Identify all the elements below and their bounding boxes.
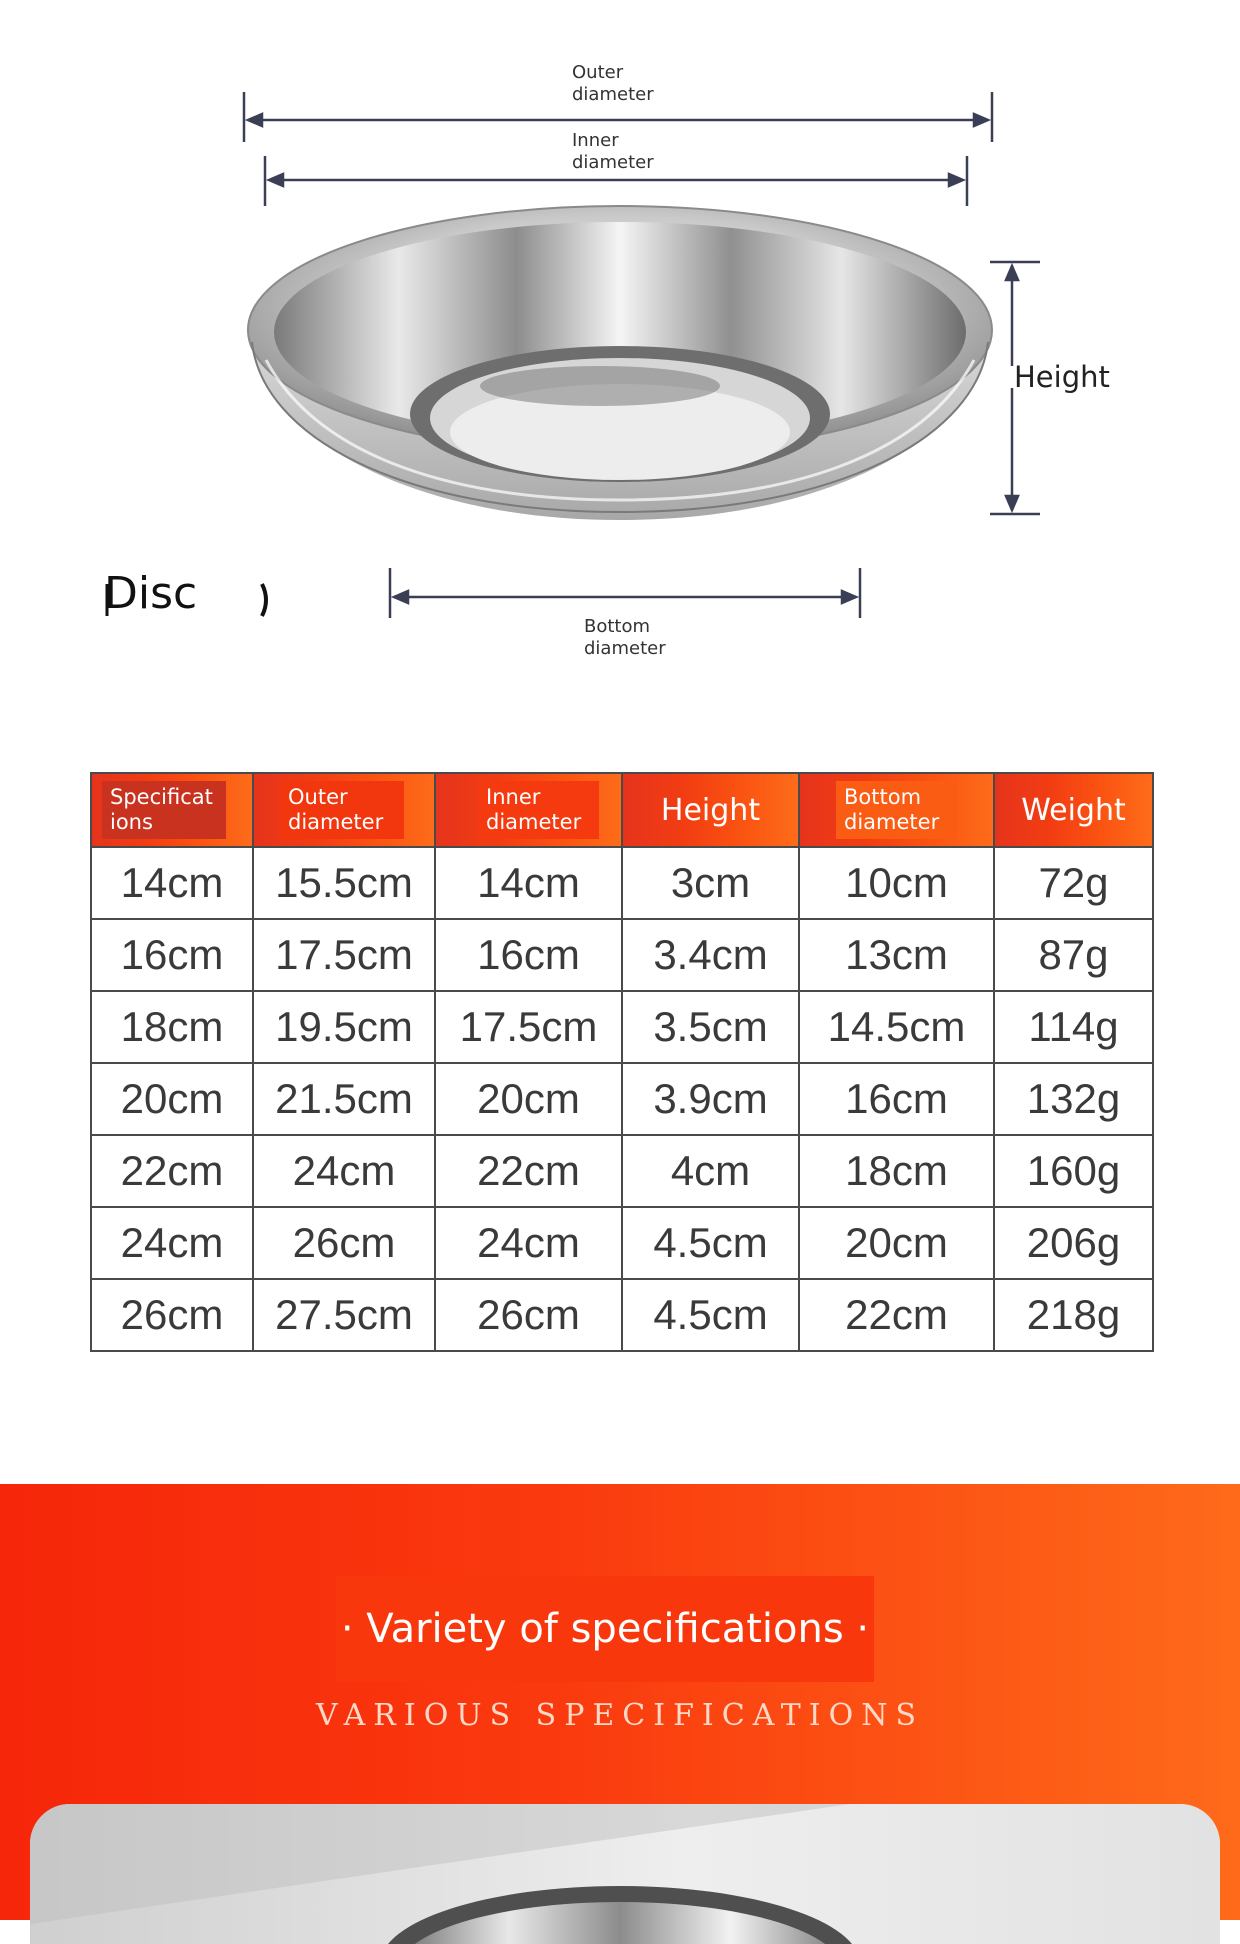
cell-bottom-diameter: 18cm [799, 1135, 994, 1207]
specifications-table [90, 772, 1154, 1352]
table-row [91, 919, 1153, 991]
cell-bottom-diameter: 13cm [799, 919, 994, 991]
table-row [91, 1279, 1153, 1351]
product-type-label: Disc [104, 568, 198, 619]
cell-inner-diameter: 14cm [435, 847, 622, 919]
cell-specification: 16cm [91, 919, 253, 991]
cell-bottom-diameter: 14.5cm [799, 991, 994, 1063]
cell-outer-diameter: 27.5cm [253, 1279, 435, 1351]
disc-bracket-right [262, 584, 266, 616]
specifications-banner [0, 1484, 1240, 1920]
cell-height: 3.9cm [622, 1063, 799, 1135]
cell-bottom-diameter: 10cm [799, 847, 994, 919]
stainless-steel-plate-icon [248, 206, 992, 520]
bottom-diameter-label: Bottom diameter [580, 616, 670, 660]
header-specifications: Specificat ions [91, 773, 253, 847]
cell-weight: 160g [994, 1135, 1153, 1207]
cell-specification: 20cm [91, 1063, 253, 1135]
cell-weight: 87g [994, 919, 1153, 991]
cell-inner-diameter: 24cm [435, 1207, 622, 1279]
cell-specification: 26cm [91, 1279, 253, 1351]
cell-weight: 206g [994, 1207, 1153, 1279]
cell-specification: 22cm [91, 1135, 253, 1207]
cell-inner-diameter: 17.5cm [435, 991, 622, 1063]
cell-specification: 24cm [91, 1207, 253, 1279]
cell-outer-diameter: 15.5cm [253, 847, 435, 919]
header-inner-diameter: Inner diameter [435, 773, 622, 847]
cell-outer-diameter: 17.5cm [253, 919, 435, 991]
header-weight: Weight [994, 773, 1153, 847]
product-photo-card [30, 1804, 1220, 1944]
banner-title-box [336, 1576, 874, 1682]
banner-subtitle: VARIOUS SPECIFICATIONS [315, 1698, 925, 1733]
cell-height: 4.5cm [622, 1207, 799, 1279]
cell-bottom-diameter: 22cm [799, 1279, 994, 1351]
cell-weight: 72g [994, 847, 1153, 919]
cell-weight: 132g [994, 1063, 1153, 1135]
cell-outer-diameter: 19.5cm [253, 991, 435, 1063]
table-row [91, 847, 1153, 919]
cell-height: 4.5cm [622, 1279, 799, 1351]
cell-weight: 218g [994, 1279, 1153, 1351]
table-row [91, 1063, 1153, 1135]
cell-height: 3.5cm [622, 991, 799, 1063]
table-row [91, 1135, 1153, 1207]
cell-outer-diameter: 26cm [253, 1207, 435, 1279]
outer-diameter-label: Outer diameter [568, 62, 658, 106]
inner-diameter-label: Inner diameter [568, 130, 658, 174]
header-height: Height [622, 773, 799, 847]
cell-bottom-diameter: 20cm [799, 1207, 994, 1279]
cell-specification: 18cm [91, 991, 253, 1063]
cell-outer-diameter: 21.5cm [253, 1063, 435, 1135]
cell-height: 4cm [622, 1135, 799, 1207]
header-outer-diameter: Outer diameter [253, 773, 435, 847]
cell-inner-diameter: 16cm [435, 919, 622, 991]
header-bottom-diameter: Bottom diameter [799, 773, 994, 847]
dimension-diagram [0, 0, 1240, 700]
cell-weight: 114g [994, 991, 1153, 1063]
cell-specification: 14cm [91, 847, 253, 919]
cell-inner-diameter: 20cm [435, 1063, 622, 1135]
banner-title: · Variety of specifications · [340, 1606, 870, 1652]
cell-height: 3cm [622, 847, 799, 919]
cell-inner-diameter: 26cm [435, 1279, 622, 1351]
cell-inner-diameter: 22cm [435, 1135, 622, 1207]
table-row [91, 1207, 1153, 1279]
stainless-steel-bowl-icon [30, 1804, 1220, 1944]
cell-outer-diameter: 24cm [253, 1135, 435, 1207]
height-label: Height [1010, 366, 1114, 388]
table-row [91, 991, 1153, 1063]
table-header-row [91, 773, 1153, 847]
cell-height: 3.4cm [622, 919, 799, 991]
bottom-diameter-arrow [390, 568, 860, 618]
cell-bottom-diameter: 16cm [799, 1063, 994, 1135]
